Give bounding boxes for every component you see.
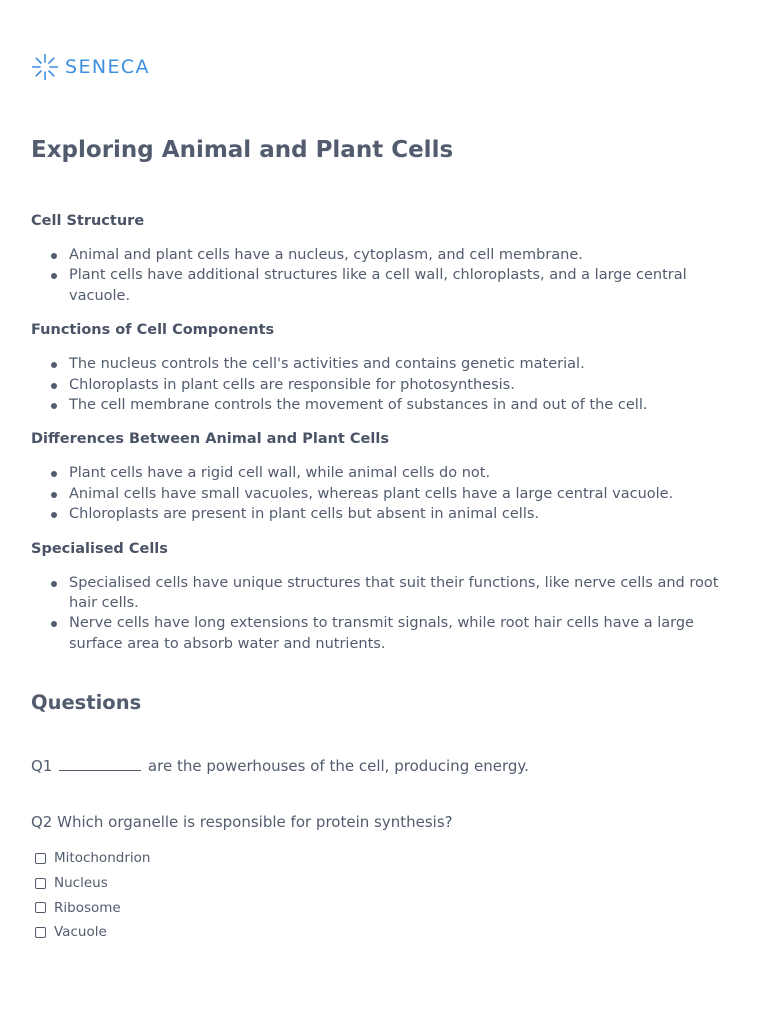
seneca-logo-icon (31, 53, 59, 81)
section-heading: Functions of Cell Components (31, 322, 275, 339)
checkbox[interactable] (35, 853, 46, 864)
checkbox[interactable] (35, 878, 46, 889)
bullet-list (31, 245, 731, 306)
option-label: Ribosome (54, 899, 121, 916)
answer-option[interactable] (35, 871, 150, 896)
question-1 (31, 756, 529, 775)
option-label: Vacuole (54, 924, 107, 941)
checkbox[interactable] (35, 927, 46, 938)
bullet-item: Plant cells have a rigid cell wall, while animal cells do not. (69, 463, 731, 483)
question-number: Q2 (31, 813, 53, 831)
bullet-list (31, 573, 731, 655)
question-text: Which organelle is responsible for protein synthesis? (57, 813, 453, 831)
bullet-item: Specialised cells have unique structures that suit their functions, like nerve cells and root hair cells. (69, 573, 731, 614)
seneca-logo-text: SENECA (65, 56, 150, 78)
question-text: are the powerhouses of the cell, producing energy. (147, 757, 529, 775)
answer-option[interactable] (35, 846, 150, 871)
bullet-item: Nerve cells have long extensions to transmit signals, while root hair cells have a large surface area to absorb water and nutrients. (69, 613, 731, 654)
section-heading: Differences Between Animal and Plant Cells (31, 431, 389, 448)
checkbox[interactable] (35, 902, 46, 913)
page-title: Exploring Animal and Plant Cells (31, 137, 454, 163)
answer-options (35, 846, 150, 945)
answer-option[interactable] (35, 920, 150, 945)
bullet-list (31, 354, 731, 415)
option-label: Mitochondrion (54, 850, 151, 867)
section-heading: Specialised Cells (31, 540, 168, 557)
seneca-logo (31, 52, 150, 82)
bullet-item: Animal and plant cells have a nucleus, cytoplasm, and cell membrane. (69, 245, 731, 265)
bullet-item: Chloroplasts are present in plant cells but absent in animal cells. (69, 504, 731, 524)
bullet-item: The nucleus controls the cell's activities and contains genetic material. (69, 354, 731, 374)
bullet-item: The cell membrane controls the movement of substances in and out of the cell. (69, 395, 731, 415)
section-heading: Cell Structure (31, 213, 145, 229)
question-number: Q1 (31, 757, 53, 775)
questions-heading: Questions (31, 691, 142, 714)
bullet-item: Chloroplasts in plant cells are responsible for photosynthesis. (69, 375, 731, 395)
bullet-item: Plant cells have additional structures like a cell wall, chloroplasts, and a large central vacuole. (69, 265, 731, 306)
answer-option[interactable] (35, 895, 150, 920)
fill-in-blank[interactable] (59, 756, 141, 771)
summary-sections (31, 211, 731, 668)
question-2 (31, 813, 453, 831)
bullet-list (31, 463, 731, 524)
option-label: Nucleus (54, 875, 108, 892)
bullet-item: Animal cells have small vacuoles, whereas plant cells have a large central vacuole. (69, 484, 731, 504)
